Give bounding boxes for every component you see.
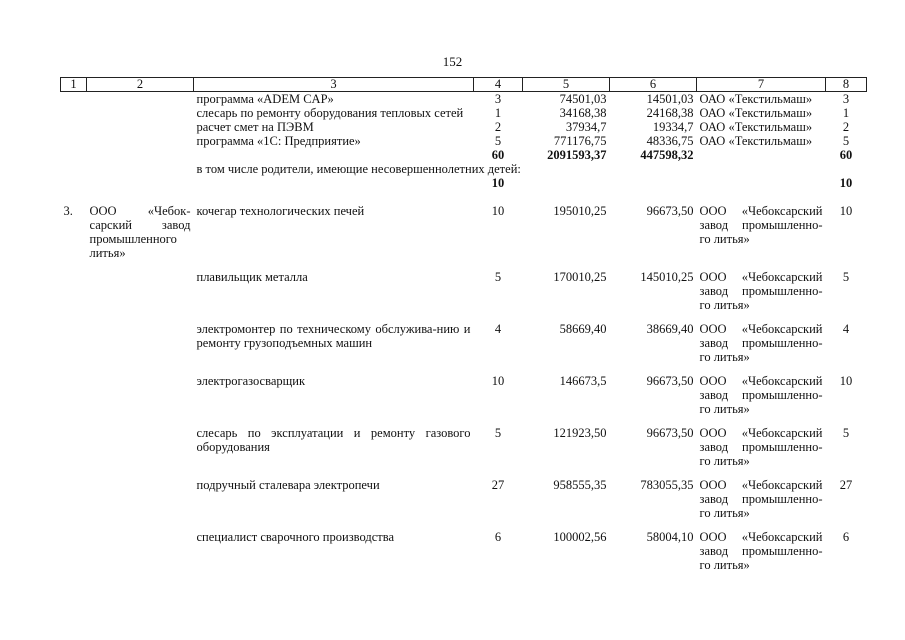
table-row (61, 120, 867, 134)
cell-c2 (87, 478, 194, 530)
cell-c4: 2 (494, 120, 502, 134)
cell-c2 (87, 374, 194, 426)
cell-c3: слесарь по эксплуатации и ремонту газового оборудования (196, 426, 471, 454)
cell-c8: 10 (839, 374, 853, 388)
cell-c1 (61, 92, 87, 107)
cell-c5: 58669,40 (559, 322, 607, 336)
table-body-section-b (61, 204, 867, 582)
total-count-8: 60 (839, 148, 853, 162)
cell-c5: 195010,25 (553, 204, 607, 218)
cell-c8: 5 (842, 134, 850, 148)
cell-c8: 3 (842, 92, 850, 106)
cell-c5: 958555,35 (553, 478, 607, 492)
cell-c6: 145010,25 (640, 270, 694, 284)
cell-c7: ООО «Чебоксарский завод промышленно-го литья» (699, 530, 823, 572)
cell-c5: 34168,38 (559, 106, 607, 120)
cell-c5: 771176,75 (553, 134, 607, 148)
parents-total-count-8: 10 (839, 176, 853, 190)
cell-c7: ОАО «Текстильмаш» (699, 106, 813, 120)
cell-c6: 48336,75 (646, 134, 694, 148)
cell-c1 (61, 530, 87, 582)
parents-total-row (61, 176, 867, 190)
cell-c3: подручный сталевара электропечи (196, 478, 380, 492)
cell-c1 (61, 322, 87, 374)
cell-c6: 14501,03 (646, 92, 694, 106)
cell-c4: 10 (491, 374, 505, 388)
cell-c6: 24168,38 (646, 106, 694, 120)
column-header-2: 2 (87, 78, 194, 92)
cell-c3: слесарь по ремонту оборудования тепловых сетей (196, 106, 464, 120)
cell-c4: 4 (494, 322, 502, 336)
cell-c3: расчет смет на ПЭВМ (196, 120, 314, 134)
cell-c4: 10 (491, 204, 505, 218)
cell-c8: 1 (842, 106, 850, 120)
table-row (61, 92, 867, 107)
cell-c7: ООО «Чебоксарский завод промышленно-го литья» (699, 374, 823, 416)
table-row (61, 270, 867, 322)
column-header-1: 1 (61, 78, 87, 92)
cell-c2 (87, 270, 194, 322)
cell-c2 (87, 426, 194, 478)
cell-c7: ООО «Чебоксарский завод промышленно-го литья» (699, 426, 823, 468)
table-row (61, 530, 867, 582)
cell-c2: ООО «Чебок-сарский завод промышленного литья» (89, 204, 191, 260)
parents-total-count: 10 (491, 176, 505, 190)
cell-c4: 3 (494, 92, 502, 106)
cell-c4: 6 (494, 530, 502, 544)
cell-c2 (87, 106, 194, 120)
cell-c1: 3. (63, 204, 73, 218)
cell-c2 (87, 120, 194, 134)
cell-c5: 121923,50 (553, 426, 607, 440)
cell-c2 (87, 322, 194, 374)
parents-note: в том числе родители, имеющие несовершеннолетних детей: (196, 162, 521, 176)
cell-c4: 1 (494, 106, 502, 120)
total-count: 60 (491, 148, 505, 162)
cell-c4: 5 (494, 134, 502, 148)
cell-c7: ООО «Чебоксарский завод промышленно-го литья» (699, 478, 823, 520)
column-header-5: 5 (523, 78, 610, 92)
cell-c7: ОАО «Текстильмаш» (699, 134, 813, 148)
cell-c8: 6 (842, 530, 850, 544)
table-totals (61, 148, 867, 204)
cell-c6: 19334,7 (652, 120, 694, 134)
cell-c8: 27 (839, 478, 853, 492)
cell-c2 (87, 530, 194, 582)
cell-c1 (61, 426, 87, 478)
column-header-3: 3 (194, 78, 474, 92)
cell-c8: 5 (842, 270, 850, 284)
cell-c6: 58004,10 (646, 530, 694, 544)
total-sum-6: 447598,32 (640, 148, 694, 162)
table-row (61, 106, 867, 120)
cell-c8: 5 (842, 426, 850, 440)
page-number: 152 (442, 54, 463, 69)
column-header-6: 6 (610, 78, 697, 92)
table-header (61, 78, 867, 92)
cell-c5: 74501,03 (559, 92, 607, 106)
cell-c7: ООО «Чебоксарский завод промышленно-го литья» (699, 322, 823, 364)
table-row (61, 204, 867, 270)
cell-c8: 2 (842, 120, 850, 134)
cell-c3: электрогазосварщик (196, 374, 306, 388)
cell-c6: 38669,40 (646, 322, 694, 336)
cell-c3: программа «1С: Предприятие» (196, 134, 361, 148)
cell-c3: программа «ADEM CAP» (196, 92, 334, 106)
cell-c7: ОАО «Текстильмаш» (699, 92, 813, 106)
total-sum-5: 2091593,37 (547, 148, 607, 162)
cell-c1 (61, 270, 87, 322)
cell-c3: плавильщик металла (196, 270, 308, 284)
column-header-8: 8 (826, 78, 867, 92)
cell-c7: ООО «Чебоксарский завод промышленно-го литья» (699, 204, 823, 246)
table-row (61, 374, 867, 426)
cell-c8: 4 (842, 322, 850, 336)
cell-c7: ОАО «Текстильмаш» (699, 120, 813, 134)
cell-c2 (87, 134, 194, 148)
cell-c3: электромонтер по техническому обслужива-нию и ремонту грузоподъемных машин (196, 322, 471, 350)
cell-c7: ООО «Чебоксарский завод промышленно-го литья» (699, 270, 823, 312)
parents-note-row (61, 162, 867, 176)
document-table (60, 77, 867, 582)
table-body-section-a (61, 92, 867, 149)
cell-c6: 783055,35 (640, 478, 694, 492)
column-header-7: 7 (697, 78, 826, 92)
cell-c3: специалист сварочного производства (196, 530, 394, 544)
cell-c4: 5 (494, 426, 502, 440)
cell-c1 (61, 106, 87, 120)
column-header-4: 4 (474, 78, 523, 92)
cell-c1 (61, 374, 87, 426)
cell-c8: 10 (839, 204, 853, 218)
cell-c6: 96673,50 (646, 426, 694, 440)
table-row (61, 426, 867, 478)
cell-c4: 5 (494, 270, 502, 284)
cell-c5: 170010,25 (553, 270, 607, 284)
cell-c3: кочегар технологических печей (196, 204, 365, 218)
cell-c1 (61, 478, 87, 530)
cell-c6: 96673,50 (646, 374, 694, 388)
cell-c2 (87, 92, 194, 107)
cell-c6: 96673,50 (646, 204, 694, 218)
table-row (61, 322, 867, 374)
table-row (61, 134, 867, 148)
cell-c5: 146673,5 (559, 374, 607, 388)
cell-c5: 100002,56 (553, 530, 607, 544)
cell-c4: 27 (491, 478, 505, 492)
cell-c5: 37934,7 (565, 120, 607, 134)
total-row (61, 148, 867, 162)
cell-c1 (61, 134, 87, 148)
table-row (61, 478, 867, 530)
cell-c1 (61, 120, 87, 134)
